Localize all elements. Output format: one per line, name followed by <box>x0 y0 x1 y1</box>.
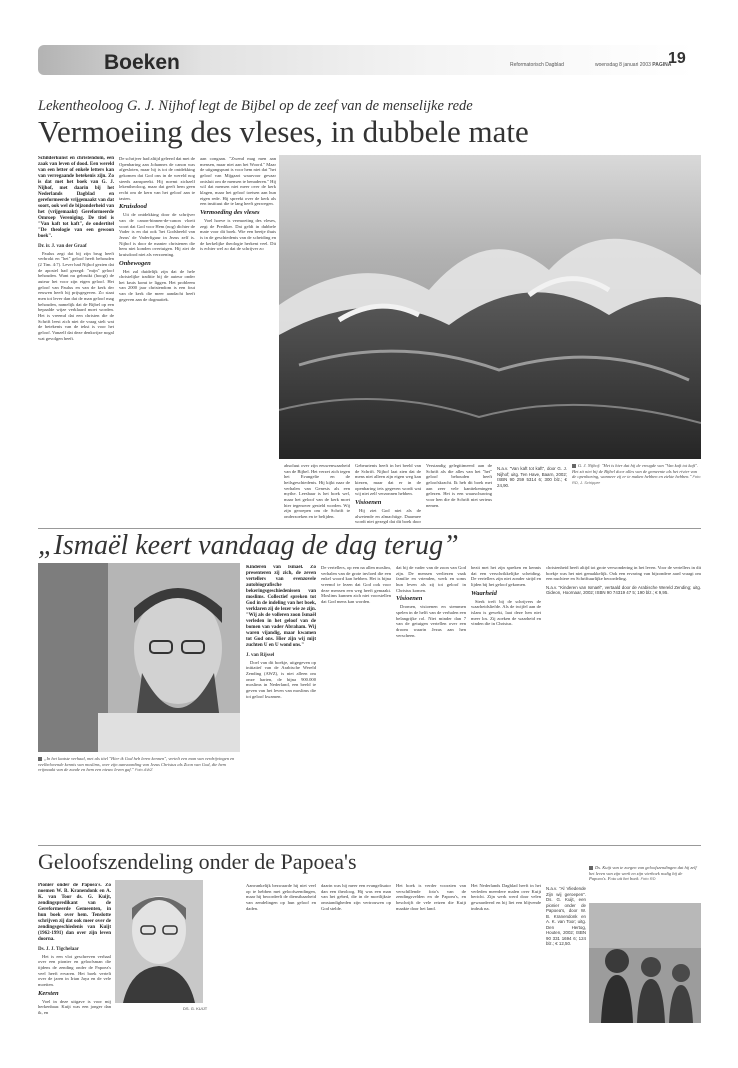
divider <box>38 528 701 529</box>
portrait-man-photo-image <box>38 563 240 752</box>
article1-subheading: Kruisdood <box>119 203 147 211</box>
portrait-kuijt-photo-image <box>115 880 203 1003</box>
article2-lead: Kinderen van Ismaël. Zo presenteren zij zich, de zeven vertellers van evenzovele autobiografische bekeringsgeschiedenissen van moslims. Collectief spreken tot God in de indeling van het boek, verklaren zij de lezer wie ze zijn. "Wij als de volleren zoon Ismaël verleden in het geloof van de bomen van vader Abraham. Wij waren vijandig, maar kwamen tot God ons. Hier zijn wij mijt zuchten U en U wond ons." <box>246 565 316 648</box>
caption-bullet-icon <box>38 757 42 761</box>
article1-column-4 <box>355 463 421 525</box>
article3-text: Voel in deze uitgave is voor mij herkenbaar. Kuijt was een jonger dan ik, en <box>38 998 111 1015</box>
portrait-man-photo <box>38 563 240 752</box>
article1-column-2 <box>119 156 195 516</box>
article1-lead: Schilderkunst en christendom, een zaak van leven of dood. Een wereld van een letter of enkele letters kan van verregaande betekenis zijn. Zo is dat met het boek van G. J. Nijhof, met daarin bij het Nederlands Dagblad en gereformeerde vrijgemaakt van dat soort, ook wel de bijzonderheid van het (vrijgemaakt) Gereformeerde Omroep Vereniging. De titel is "Van kaft tot kaft", de ondertitel "De theologie van een gewoon boek". <box>38 156 114 239</box>
article1-kicker: Lekentheoloog G. J. Nijhof legt de Bijbel op de zeef van de menselijke rede <box>38 98 473 114</box>
article3-headline: Geloofszendeling onder de Papoea's <box>38 849 357 874</box>
article2-column-1 <box>246 565 316 840</box>
article3-subheading: Kersten <box>38 989 59 997</box>
article1-column-5 <box>284 463 350 525</box>
article3-infobox: N.a.v. "Al Vliedende Zijn wij geroepen". Ds. G. Kuijt, een pionier onder de Papoea's, door W. B. Kranendonk en A. K. van Toor; uitg. Den Hertog, Houten, 2002; ISBN 90 331 1694 6; 124 blz.; € 12,50. <box>546 886 586 946</box>
sea-waves-photo <box>279 155 701 459</box>
article2-text: Doel van dit boekje, uitgegeven op initiatief van de Arabische Wereld Zending (AWZ), is niet alleen om onze harten, de bijna 900.000 moslims in Nederland, een beeld te geven van het leven van moslims die tot geloof kwamen. <box>246 659 316 699</box>
caption-bullet-icon <box>572 464 576 468</box>
article2-column-3 <box>396 565 466 840</box>
article2-text: De vertellers, op een na allen moslim, verhalen van de grote invloed die een enkel woord kan hebben. Het is bijna vreemd te lezen dat God ook voor deze mensen een weg heeft gemaakt. Moslims kunnen zich niet voorstellen dat God mens kan worden. <box>321 565 391 604</box>
article1-subheading: Onbewogen <box>119 259 151 267</box>
article1-photo-caption <box>572 463 701 525</box>
article3-text: Het Nederlands Dagblad heeft in het verleden meerdere malen over Kuijt bericht. Zijn werk werd door velen gewaardeerd en hij liet een blijvende indruk na. <box>471 883 541 911</box>
papua-children-photo-image <box>589 903 701 1023</box>
article3-byline: Ds. J. J. Tigchelaar <box>38 947 79 952</box>
article2-text: Sterk treft bij de schrijvers de waarheidsliefde. Als de twijfel aan de islam is gewekt, laat deze hen niet meer los. Zij zoeken de waarheid en vinden die in Christus. <box>471 598 541 627</box>
caption-bullet-icon <box>589 866 593 870</box>
article1-text: aan congaan. "Zwend mag men aan mensen, maar niet aan het Woord." Maar de uitgangspunt is voor hem niet dat "het geloof van Mijgaart waarvoor gevaar ontsluit om de mensen te benaderen." Hij wil dat mensen niet meer over de kerk klagen, maar het geloof toetsen aan hun eigen rede. Hij spreekt over de kerk als een instituut die te lang heeft gezwegen. <box>200 156 276 207</box>
article2-text: dat bij de vader van de zoon van God zijn. De mensen verliezen vaak familie en vrienden, werk en soms hun leven als zij tot geloof in Christus komen. <box>396 565 466 593</box>
divider <box>38 845 701 846</box>
article3-column-5 <box>471 883 541 1038</box>
article3-text: Het boek is verder voorzien van verschillende foto's van de zendingsvelden en de Papoea's, en beschrijft de vele reizen die Kuijt maakte door het land. <box>396 883 466 911</box>
article1-caption-text: G. J. Nijhof: "Het is hier dat hij de vreugde van "Van kaft tot kaft". Het zit niet bij de Bijbel door alles van de gemeente als het rivier van de openbaring, wanneer zij er te maken hebben en ziekte hebben." <box>572 463 699 480</box>
article3-text: Het is een vlot geschreven verhaal over een pionier en geloofsman die tijdens de zending onder de Papoea's veel heeft ervaren. Het boek vertelt over de jaren in Irian Jaya en de vele moeiten. <box>38 953 111 987</box>
article1-byline: Dr. ir. J. van der Graaf <box>38 244 87 249</box>
article3-column-1 <box>38 883 111 1038</box>
article3-caption-text: Ds. Kuijt van te zorgen van geloofszendingen dat hij zelf het leven van zijn werk en zijn vierhoek nodig bij de Papoea's. Foto uit het boek. <box>589 865 697 882</box>
article1-text: De schrijver had altijd geleerd dat met de Openbaring aan Johannes de canon was afgesloten, maar hij is tot de ontdekking gekomen dat God ons in de wereld nog steeds aanspreekt. Hij noemt zichzelf lekentheoloog, maar dat geeft hem geen recht om de kern van het geloof aan te tasten. <box>119 156 195 201</box>
article1-headline: Vermoeiing des vleses, in dubbele mate <box>38 114 529 149</box>
article1-photo-credit: Foto RD, J. Schipper <box>572 474 701 485</box>
page-label: PAGINA <box>652 62 672 68</box>
article1-text: Paulus zegt dat bij zijn brug heeft verbrokt en "het" geloof heeft behouden (2 Tim. 4:7). Lever had Nijhof gezien dat de apostel had gezegd: "mijn" geloof behouden. Want nu gebruikt (hoogt) de auteur het voor zijn eigen geloof. Het geloof van Paulus en van de kerk der eeuwen heeft hij prijsgegeven. Zo staat men tot lever dan dat de man geloof mag behouden, namelijk dat de Bijbel op een bepaalde wijze verklaard moet worden. Het is vreemd dat een christen die de Schrift leest zich niet de vraag stelt wat de betekenis van de tekst is voor het geloof. Vanzelf dat deze denkwijze nogal wat gevolgen heeft. <box>38 250 114 341</box>
article2-headline: „Ismaël keert vandaag de dag terug” <box>38 530 459 561</box>
portrait-caption: DS. G. KUIJT <box>183 1006 208 1011</box>
article1-subheading: Visioenen <box>355 498 382 506</box>
masthead-name: Reformatorisch Dagblad <box>510 62 564 68</box>
article2-byline: J. van Rijssel <box>246 653 275 658</box>
article1-infobox: N.a.v. "Van kaft tot kaft", door G. J. Nijhof; uitg. Ten Have, Baarn, 2002; ISBN 90 259 5314 6; 300 blz.; € 24,90. <box>497 466 567 488</box>
article3-text: Aanvankelijk bezwaarde hij niet veel op te hebben met geloofszendingen, maar hij beoordeelt de dienstbaarheid van zendelingen op hun geloof en daden. <box>246 883 316 911</box>
sea-waves-photo-image <box>279 155 701 459</box>
article2-column-2 <box>321 565 391 840</box>
article2-column-5 <box>546 565 701 840</box>
article1-text: Uit de ontdekking door de schrijver van de canon-binnen-de-canon vloeit voort dat God voor Hem (nog) dichter de Vader is en dat ook 'het Godsbeeld van Jezus' de Vaderfiguur in Jezus zelf is. Nijhof is door de manier christenen die hem niet konden overtuigen. Hij ziet de kruisdood niet als verzoening. <box>119 212 195 257</box>
article2-text: christenheid heeft altijd tot grote verwondering in het leven. Voor de vertellers in dit boekje was het niet gemakkelijk. Ook een ervaring van bijzondere aard vraagt om een nuchtere en Schriftuurlijke beoordeling. <box>546 565 701 582</box>
article2-caption-text: „In het laatste verhaal, met als titel "Hier ik God heb leren kennen", vertelt een man van verdrijvingen en veelbelovende kennis van moslims, over zijn aanvaarding van Jezus Christus als Zoon van God, die hem vrijmaakt van de zonde en hem een nieuw leven gaf." <box>38 756 235 773</box>
article1-column-3 <box>200 156 276 516</box>
article2-subheading: Visioenen <box>396 595 423 603</box>
article2-infobox: N.a.v. "Kinderen van Ismaël", vertaald door de Arabische Wereld Zending; uitg. Gideon, Hoornaar, 2002; ISBN 90 74319 47 5; 190 blz.; € 9,95. <box>546 584 701 596</box>
article3-column-4 <box>396 883 466 1038</box>
article2-photo-caption <box>38 756 240 800</box>
article2-column-4 <box>471 565 541 840</box>
section-title: Boeken <box>104 51 180 74</box>
article1-text: Het zal duidelijk zijn dat de hele christelijke traditie bij de auteur onder het kruis komt te liggen. Het probleem van 2000 jaar christendom is een fout van de kerk die meer aandacht heeft gegeven aan de dogmatiek. <box>119 268 195 302</box>
portrait-kuijt-photo <box>115 880 203 1003</box>
article3-infobox-column <box>546 883 586 1038</box>
article1-text: absoluut over zijn eeuwenwaarheid van de Bijbel. Het verzet zich tegen het Evangelie en de heilsgeschiedenis. Hij kijkt naar de verhalen van Genesis als een mythe. Leesbaar is het boek wel, maar het geloof van de kerk moet hier tegenover gesteld worden. Wij zijn geroepen om de Schrift te onderzoeken en te belijden. <box>284 463 350 519</box>
article2-photo-credit: Foto AWZ <box>134 767 153 773</box>
article1-infobox-column <box>497 463 567 525</box>
article3-column-3 <box>321 883 391 1038</box>
article3-photo-caption <box>589 865 701 901</box>
article2-subheading: Waarheid <box>471 589 497 597</box>
article3-column-2 <box>246 883 316 1038</box>
article1-column-7 <box>426 463 492 525</box>
article2-text: Dromen, visioenen en stemmen spelen in de helft van de verhalen een belangrijke rol. Niet minder dan 7 van de getuigen vertellen over een droom waarin Jezus aan hen verscheen. <box>396 604 466 638</box>
issue-date: woensdag 8 januari 2003 <box>595 62 651 68</box>
date-line <box>595 62 671 68</box>
article1-column-1 <box>38 156 114 516</box>
article1-text: Gebeurtenis heeft in het beeld van de Schrift. Nijhof laat zien dat de mens niet alleen zijn eigen weg kan kiezen, maar dat er in de openbaring iets gegeven wordt wat wij niet zelf verzonnen hebben. <box>355 463 421 497</box>
article1-text: Hij ziet God niet als de alwetende en almachtige. Daarmee wordt niet gezegd dat dit boek door <box>355 507 421 525</box>
article1-text: Verstandig gelegitimeerd aan de Schrift als die alles van het "het" geloof behouden heeft geloofskracht. Ik heb dit boek met aan zeer vele kanttekeningen gelezen. Het is een waarschuwing voor hen die de Schrift niet serieus nemen. <box>426 463 492 508</box>
article1-subheading: Vermoeding des vleses <box>200 208 260 216</box>
article3-lead: Pionier onder de Papoea's. Zo noemen W. B. Kranendonk en A. K. van Toor ds. G. Kuijt, zendingspredikant van de Gereformeerde Gemeenten, in hun boek over hem. Tenslotte schrijven zij dat ook meer over de zendingsgeschiedenis van Kuijt (1962-1991) dan over zijn leven doorna. <box>38 883 111 942</box>
article3-photo-credit: Foto RD <box>640 876 656 882</box>
papua-children-photo <box>589 903 701 1023</box>
article1-text: Voel hoeve is vermoeiing des vleses, zegt de Prediker. Dat geldt in dubbele mate voor dit boek. Wie een beetje thuis is in de geschiedenis van de scheiding en de kerkelijke theologie herkent veel. Dit is echter wel zo dat de schrijver zo <box>200 217 276 252</box>
article2-text: bezit met het zijn spreken en kennis dat een verschrikkelijke scheiding. De vertellers zijn niet zonder strijd en lijden bij het geloof gekomen. <box>471 565 541 587</box>
page-number: 19 <box>668 50 686 67</box>
article3-text: daarin was hij meer een evangelisator dan een theoloog. Hij was een man van het gebed, die in de moeilijkste omstandigheden zijn vertrouwen op God stelde. <box>321 883 391 911</box>
